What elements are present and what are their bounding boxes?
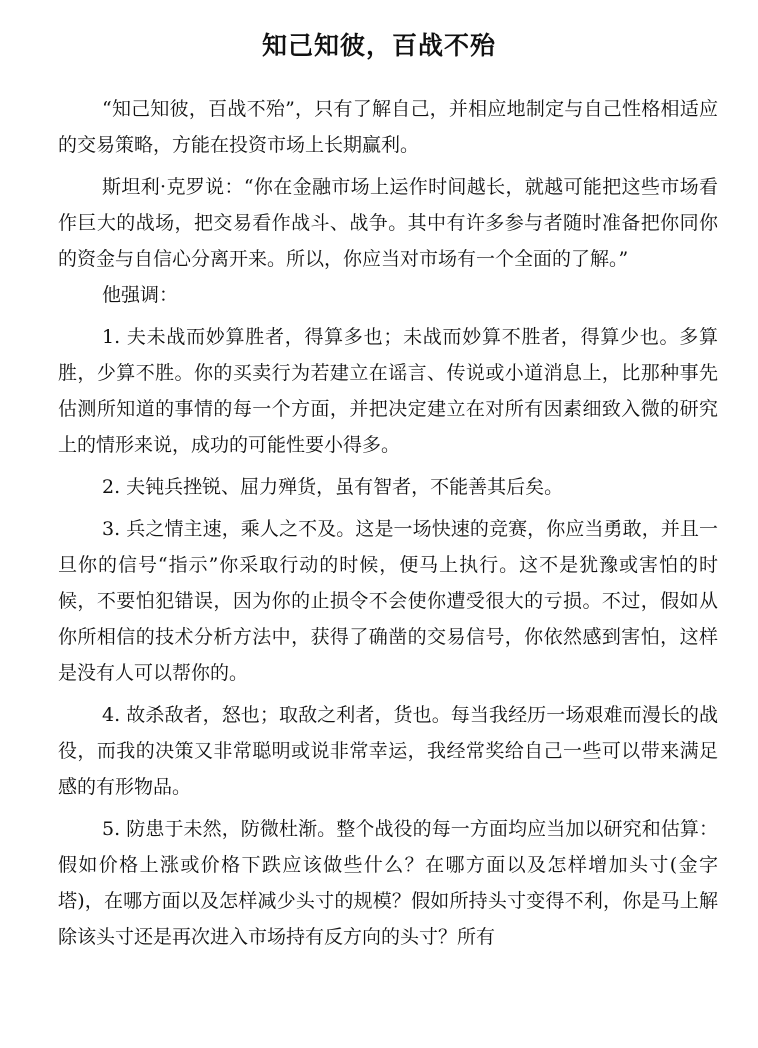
paragraph-point-4: 4. 故杀敌者，怒也；取敌之利者，货也。每当我经历一场艰难而漫长的战役，而我的决策又非常聪明或说非常幸运，我经常奖给自己一些可以带来满足感的有形物品。 <box>58 704 718 798</box>
page-title: 知己知彼，百战不殆 <box>261 31 496 60</box>
paragraph-intro: “知己知彼，百战不殆”，只有了解自己，并相应地制定与自己性格相适应的交易策略，方能在投资市场上长期赢利。 <box>58 98 718 156</box>
paragraph-quote: 斯坦利·克罗说：“你在金融市场上运作时间越长，就越可能把这些市场看作巨大的战场，把交易看作战斗、战争。其中有许多参与者随时准备把你同你的资金与自信心分离开来。所以，你应当对市场有一个全面的了解。” <box>58 176 718 270</box>
paragraph-point-2: 2. 夫钝兵挫锐、屈力殚货，虽有智者，不能善其后矣。 <box>102 476 564 498</box>
paragraph-point-5: 5. 防患于未然，防微杜渐。整个战役的每一方面均应当加以研究和估算：假如价格上涨或价格下跌应该做些什么？在哪方面以及怎样增加头寸(金字塔)，在哪方面以及怎样减少头寸的规模？假如所持头寸变得不利，你是马上解除该头寸还是再次进入市场持有反方向的头寸？所有 <box>58 818 718 948</box>
article-body <box>58 91 718 961</box>
paragraph-point-3: 3. 兵之情主速，乘人之不及。这是一场快速的竞赛，你应当勇敢，并且一旦你的信号“指示”你采取行动的时候，便马上执行。这不是犹豫或害怕的时候，不要怕犯错误，因为你的止损令不会使你遭受很大的亏损。不过，假如从你所相信的技术分析方法中，获得了确凿的交易信号，你依然感到害怕，这样是没有人可以帮你的。 <box>58 518 718 684</box>
paragraph-point-1: 1. 夫未战而妙算胜者，得算多也；未战而妙算不胜者，得算少也。多算胜，少算不胜。你的买卖行为若建立在谣言、传说或小道消息上，比那种事先估测所知道的事情的每一个方面，并把决定建立在对所有因素细致入微的研究上的情形来说，成功的可能性要小得多。 <box>58 326 718 456</box>
paragraph-emphasis: 他强调： <box>102 284 179 306</box>
